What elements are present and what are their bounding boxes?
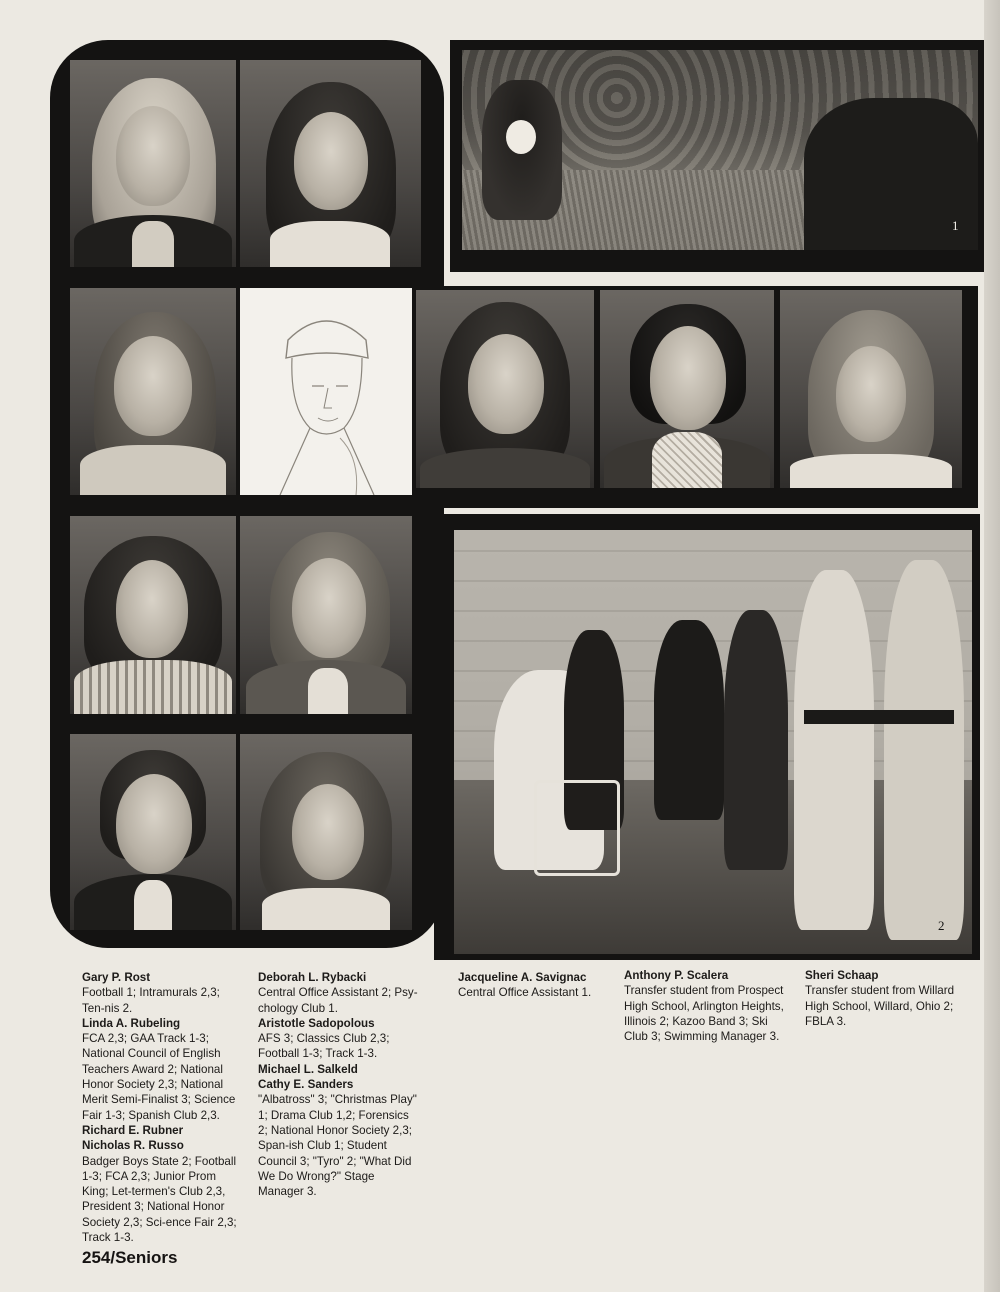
portrait-aristotle-sadopolous [70, 516, 236, 714]
page-folio: 254/Seniors [82, 1248, 178, 1267]
caption-text: "Albatross" 3; "Christmas Play" 1; Drama Club 1,2; Forensics 2; National Honor Society 2,3; Span-ish Club 1; Student Council 3; "Tyro" 2; "What Did We Do Wrong?" Stage Manager 3. [258, 1093, 417, 1199]
caption-text: Central Office Assistant 2; Psy-chology Club 1. [258, 986, 418, 1015]
caption-text: Football 1; Intramurals 2,3; Ten-nis 2. [82, 986, 220, 1015]
caption-name: Cathy E. Sanders [258, 1078, 354, 1092]
caption-name: Deborah L. Rybacki [258, 971, 367, 984]
caption-text: Transfer student from Prospect High School, Arlington Heights, Illinois 2; Kazoo Band 3; Ski Club 3; Swimming Manager 3. [624, 984, 784, 1044]
pencil-sketch-drawing [240, 288, 412, 495]
caption-name: Linda A. Rubeling [82, 1016, 181, 1030]
caption-name: Jacqueline A. Savignac [458, 971, 587, 984]
portrait-gary-rost [70, 60, 236, 267]
caption-text: Badger Boys State 2; Football 1-3; FCA 2,3; Junior Prom King; Let-termen's Club 2,3, President 3; National Honor Society 2,3; Sci-ence Fair 2,3; Track 1-3. [82, 1154, 237, 1245]
caption-text: Transfer student from Willard High School, Willard, Ohio 2; FBLA 3. [805, 984, 955, 1028]
caption-column-5 [805, 968, 955, 1029]
photo-number-1: 1 [952, 218, 959, 233]
caption-column-3 [458, 970, 618, 1001]
caption-column-1 [82, 970, 242, 1245]
caption-name: Gary P. Rost [82, 971, 151, 984]
portrait-richard-rubner [70, 288, 236, 495]
portrait-michael-salkeld [240, 516, 412, 714]
sketch-nicholas-russo [240, 288, 412, 495]
caption-name: Michael L. Salkeld [258, 1062, 358, 1076]
caption-name: Nicholas R. Russo [82, 1139, 184, 1153]
portrait-sheri-schaap [240, 734, 412, 930]
caption-name: Aristotle Sadopolous [258, 1016, 375, 1030]
portrait-cathy-sanders-row [70, 734, 236, 930]
candid-photo-performers [454, 530, 972, 954]
photo-number-2: 2 [938, 918, 945, 933]
caption-text: FCA 2,3; GAA Track 1-3; National Council of English Teachers Award 2; National Honor Society 2,3; National Merit Semi-Finalist 3; Science Fair 1-3; Spanish Club 2,3. [82, 1032, 236, 1122]
portrait-anthony-scalera [600, 290, 774, 488]
portrait-deborah-rybacki [416, 290, 594, 488]
caption-name: Anthony P. Scalera [624, 969, 729, 982]
page-edge [984, 0, 1000, 1292]
caption-column-2 [258, 970, 420, 1199]
caption-text: AFS 3; Classics Club 2,3; Football 1-3; Track 1-3. [258, 1032, 390, 1061]
caption-column-4 [624, 968, 784, 1044]
caption-name: Richard E. Rubner [82, 1123, 184, 1137]
portrait-linda-rubeling [240, 60, 421, 267]
candid-photo-garden [462, 50, 978, 250]
caption-text: Central Office Assistant 1. [458, 986, 592, 1000]
caption-name: Sheri Schaap [805, 969, 879, 982]
portrait-jacqueline-savignac [780, 290, 962, 488]
